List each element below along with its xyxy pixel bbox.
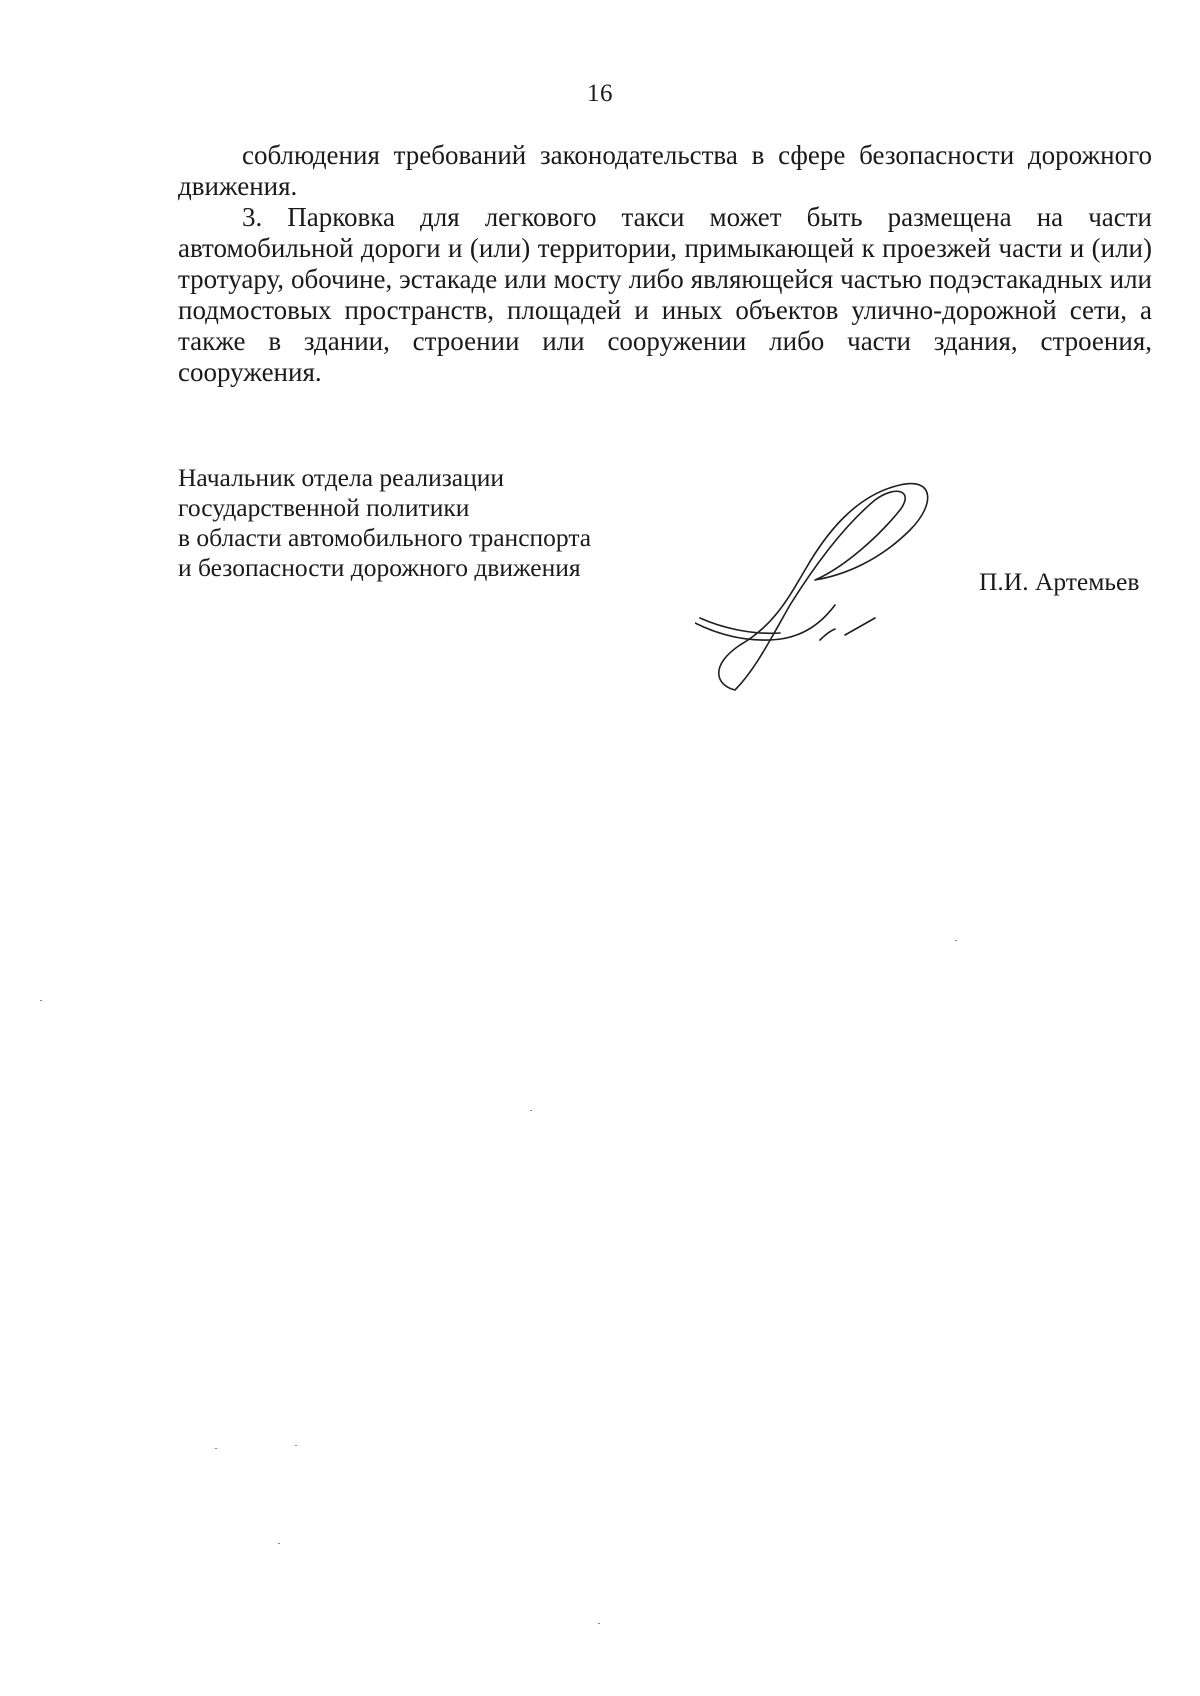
paragraph-continuation: соблюдения требований законодательства в сфере безопасности дорожного движения. <box>178 140 1152 201</box>
scan-speck <box>955 940 957 941</box>
scan-speck <box>278 1543 280 1544</box>
signatory-position <box>178 463 591 583</box>
scan-speck <box>215 1448 217 1449</box>
signatory-line: государственной политики <box>178 493 470 522</box>
paragraph-3: 3. Парковка для легкового такси может быть размещена на части автомобильной дороги и (или) территории, примыкающей к проезжей части и (или) тротуару, обочине, эстакаде или мосту либо являющейся частью подэстакадных или подмостовых пространств, площадей и иных объектов улично-дорожной сети, а также в здании, строении или сооружении либо части здания, строения, сооружения. <box>178 202 1152 387</box>
scan-speck <box>295 1445 297 1446</box>
signatory-line: Начальник отдела реализации <box>178 463 505 492</box>
scan-speck <box>40 1000 42 1001</box>
signer-name: П.И. Артемьев <box>979 567 1140 596</box>
document-body <box>178 140 1152 388</box>
scan-speck <box>598 1623 600 1624</box>
scan-speck <box>530 1110 532 1111</box>
handwritten-signature <box>695 475 955 705</box>
page-number: 16 <box>587 80 613 107</box>
signatory-line: и безопасности дорожного движения <box>178 553 581 582</box>
signatory-line: в области автомобильного транспорта <box>178 523 592 552</box>
